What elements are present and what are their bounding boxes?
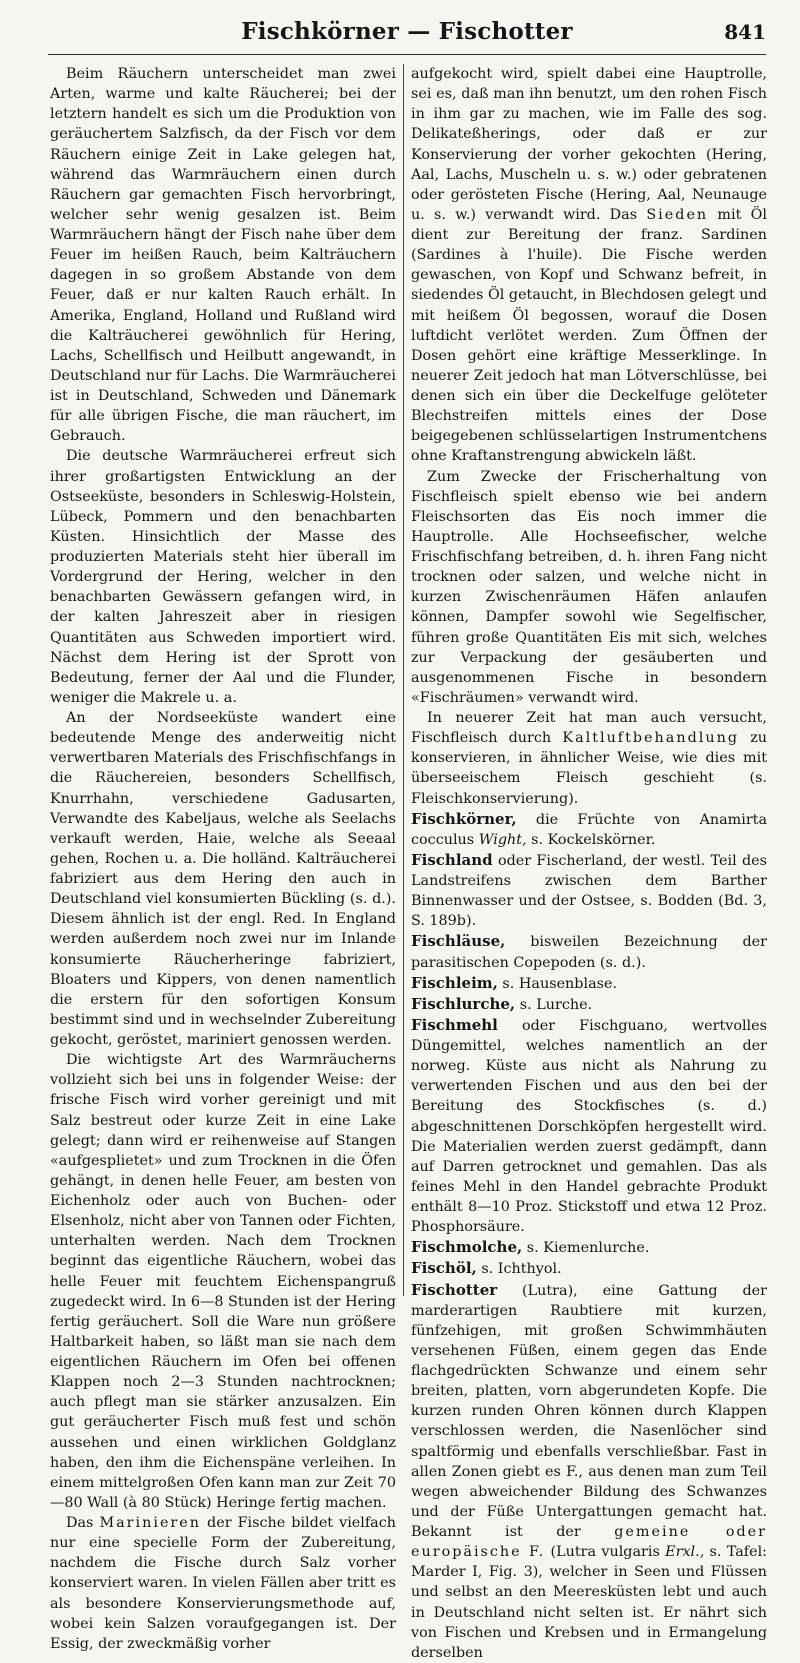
entry-fischkoerner	[411, 809, 767, 850]
entry-fischmolche	[411, 1237, 767, 1258]
italic-text: Wight,	[478, 831, 527, 848]
entry-text: s. Kiemenlurche.	[522, 1240, 650, 1257]
text-run: Das	[66, 1515, 100, 1531]
entry-text: (Lutra), eine Gattung der marderartigen Raubtiere mit kurzen, fünfzehigen, mit großen Schwimmhäuten versehenen Füßen, einem gegen das Ende flachgedrückten Schwanze und einem sehr breiten, platten, vorn abgerundeten Kopfe. Die kurzen runden Ohren können durch Klappen verschlossen werden, die Nasenlöcher sind spaltförmig und ebenfalls verschließbar. Fast in allen Zonen giebt es F., aus denen man zum Teil wegen abweichender Bildung des Schwanzes und der Füße Untergattungen gemacht hat. Bekannt ist der	[411, 1282, 767, 1540]
paragraph-continuation	[411, 64, 767, 467]
entry-fischoel	[411, 1258, 767, 1279]
entry-text: oder Fischguano, wertvolles Düngemittel, welches namentlich an der norweg. Küste aus nicht als Nahrung zu verwertenden Fischen und aus den bei der Bereitung des Stockfisches (s. d.) abgeschnittenen Dorschköpfen hergestellt wird. Die Materialien werden zuerst gedämpft, dann auf Darren getrocknet und gemahlen. Das als feines Mehl in den Handel gebrachte Produkt enthält 8—10 Proz. Stickstoff und etwa 12 Proz. Phosphorsäure.	[411, 1017, 767, 1236]
entry-text: s. Tafel: Marder I, Fig. 3), welcher in Seen und Flüssen und selbst an den Meeresküsten lebt und auch in Deutschland nicht selten ist. Er nährt sich von Fischen und Krebsen und in Ermangelung derselben	[411, 1544, 767, 1661]
page-number: 841	[724, 20, 766, 44]
entry-lemma: Fischmolche,	[411, 1238, 523, 1257]
entry-fischotter	[411, 1280, 767, 1663]
text-run: der Fische bildet vielfach nur eine specielle Form der Zubereitung, nachdem die Fische durch Salz vorher konserviert waren. In vielen Fällen aber tritt es als besondere Konservierungsmethode auf, wobei kein Salzen voraufgegangen ist. Der Essig, der zweckmäßig vorher	[50, 1515, 396, 1652]
text-run: In neuerer Zeit hat man auch versucht, Fischfleisch durch	[411, 710, 767, 747]
paragraph-warmraeuchern-method: Die wichtigste Art des Warmräucherns vollzieht sich bei uns in folgender Weise: der frische Fisch wird vorher gereinigt und mit Salz bestreut oder kurze Zeit in eine Lake gelegt; dann wird er reihenweise auf Stangen «aufgesplietet» und zum Trocknen in die Öfen gehängt, in denen helle Feuer, am besten von Eichenholz oder auch von Buchen- oder Elsenholz, nicht aber von Tannen oder Fichten, unterhalten werden. Nach dem Trocknen beginnt das eigentliche Räuchern, wobei das helle Feuer mit feuchtem Eichenspangruß zugedeckt wird. In 6—8 Stunden ist der Hering fertig geräuchert. Soll die Ware nun größere Haltbarkeit haben, so läßt man sie nach dem eigentlichen Räuchern im Ofen bei offenen Klappen noch 2—3 Stunden nachtrocknen; auch pflegt man sie stärker anzusalzen. Ein gut geräucherter Fisch muß fest und schön aussehen und einen wirklichen Goldglanz haben, den ihm die Eichenspäne verleihen. In einem mittelgroßen Ofen kann man zur Zeit 70—80 Wall (à 80 Stück) Heringe fertig machen.	[50, 1052, 396, 1511]
entry-fischland	[411, 850, 767, 932]
spaced-term: Kaltluftbehandlung	[562, 730, 740, 747]
paragraph-nordseekueste: An der Nordseeküste wandert eine bedeutende Menge des anderweitig nicht verwertbaren Materials des Frischfischfangs in die Räuchereien, besonders Schellfisch, Knurrhahn, verschiedene Gadusarten, Verwandte des Kabeljaus, welche als Seelachs verkauft werden, Haie, welche als Seeaal gehen, Rochen u. a. Die holländ. Kalträucherei fabriziert aus dem Hering den auch in Deutschland viel konsumierten Bückling (s. d.). Diesem ähnlich ist der engl. Red. In England werden außerdem noch zwei nur im Inlande konsumierte Räucherheringe fabriziert, Bloaters und Kippers, von denen namentlich die erstern für den sofortigen Konsum bestimmt sind und in wechselnder Zubereitung gekocht, geröstet, mariniert genossen werden.	[50, 710, 396, 1048]
text-run: mit Öl dient zur Bereitung der franz. Sardinen (Sardines à l'huile). Die Fische werden gewaschen, von Kopf und Schwanz befreit, in siedendes Öl getaucht, in Blechdosen gelegt und mit heißem Öl begossen, worauf die Dosen luftdicht verlötet werden. Zum Öffnen der Dosen gehört eine kräftige Messerklinge. In neuerer Zeit jedoch hat man Lötverschlüsse, bei denen sich ein über die Deckelfuge gelöteter Blechstreifen mittels eines der Dose beigegebenen schlüsselartigen Instrumentchens ohne Kraftanstrengung abwickeln läßt.	[411, 206, 767, 465]
entry-lemma: Fischläuse,	[411, 932, 506, 951]
entry-fischmehl	[411, 1015, 767, 1237]
spaced-term: Sieden	[646, 206, 709, 223]
italic-text: Erxl.,	[665, 1544, 705, 1561]
right-column	[411, 64, 767, 1661]
entry-text: (Lutra vulgaris	[545, 1544, 666, 1561]
entry-lemma: Fischland	[411, 850, 493, 869]
paragraph-marinieren	[50, 1513, 396, 1654]
entry-text: bisweilen Bezeichnung der parasitischen Copepoden (s. d.).	[411, 934, 767, 971]
entry-text: s. Hausenblase.	[497, 975, 618, 992]
running-head: Fischkörner — Fischotter	[241, 18, 573, 45]
text-run: zu konservieren, in ähnlicher Weise, wie dies mit überseeischem Fleisch geschieht (s. Fleischkonservierung).	[411, 730, 767, 807]
entry-lemma: Fischleim,	[411, 973, 498, 992]
entry-fischleim	[411, 973, 767, 994]
entry-text: s. Lurche.	[515, 996, 593, 1013]
paragraph-raeuchern: Beim Räuchern unterscheidet man zwei Arten, warme und kalte Räucherei; bei der letztern handelt es sich um die Produktion von geräuchertem Salzfisch, da der Fisch vor dem Räuchern einige Zeit in Lake gelegen hat, während das Warmräuchern einen durch Räuchern gar gemachten Fisch hervorbringt, welcher sehr wenig gesalzen ist. Beim Warmräuchern hängt der Fisch nahe über dem Feuer im heißen Rauch, beim Kalträuchern dagegen in so großem Abstande von dem Feuer, daß er nur kalten Rauch erhält. In Amerika, England, Holland und Rußland wird die Kalträucherei gewöhnlich für Hering, Lachs, Schellfisch und Heilbutt angewandt, in Deutschland nur für Lachs. Die Warmräucherei ist in Deutschland, Schweden und Dänemark für alle übrigen Fische, die man räuchert, im Gebrauch.	[50, 66, 396, 445]
entry-lemma: Fischkörner,	[411, 809, 517, 828]
paragraph-warmraeucherei: Die deutsche Warmräucherei erfreut sich ihrer großartigsten Entwicklung an der Ostseeküste, besonders in Schleswig-Holstein, Lübeck, Pommern und den benachbarten Küsten. Hinsichtlich der Masse des produzierten Materials steht hier überall im Vordergrund der Hering, welcher in den benachbarten Gewässern gefangen wird, in der kalten Jahreszeit aber in riesigen Quantitäten aus Schweden importiert wird. Nächst dem Hering ist der Sprott von Bedeutung, ferner der Aal und die Flunder, weniger die Makrele u. a.	[50, 448, 396, 706]
entry-fischlaeuse	[411, 931, 767, 972]
entry-text: s. Ichthyol.	[476, 1261, 562, 1278]
entry-lemma: Fischotter	[411, 1280, 498, 1299]
entry-text: oder Fischerland, der westl. Teil des Landstreifens zwischen dem Barther Binnenwasser und der Ostsee, s. Bodden (Bd. 3, S. 189b).	[411, 852, 767, 930]
entry-lemma: Fischmehl	[411, 1015, 498, 1034]
entry-text: s. Kockelskörner.	[526, 831, 656, 848]
paragraph-kaltluft	[411, 708, 767, 809]
spaced-term: gemeine oder europäische F.	[411, 1524, 767, 1561]
entry-lemma: Fischöl,	[411, 1259, 477, 1278]
spaced-term: Marinieren	[99, 1515, 202, 1531]
entry-lemma: Fischlurche,	[411, 994, 516, 1013]
column-divider	[403, 64, 404, 1296]
left-column	[50, 64, 396, 1652]
entry-fischlurche	[411, 994, 767, 1015]
text-run: aufgekocht wird, spielt dabei eine Hauptrolle, sei es, daß man ihn benutzt, um den rohen Fisch in ihm gar zu machen, wie im Falle des sog. Delikateßherings, oder daß er zur Konservierung der vorher gekochten (Hering, Aal, Lachs, Muscheln u. s. w.) oder gebratenen oder gerösteten Fische (Hering, Aal, Neunauge u. s. w.) verwandt wird. Das	[411, 66, 767, 223]
paragraph-frischerhaltung: Zum Zwecke der Frischerhaltung von Fischfleisch spielt ebenso wie bei andern Fleischsorten das Eis noch immer die Hauptrolle. Alle Hochseefischer, welche Frischfischfang betreiben, d. h. ihren Fang nicht trocknen oder salzen, und welche nicht in kurzen Zwischenräumen Häfen anlaufen können, Dampfer sowohl wie Segelfischer, führen große Quantitäten Eis mit sich, welches zur Verpackung der gesäuberten und ausgenommenen Fische in besondern «Fischräumen» verwandt wird.	[411, 468, 767, 706]
entry-text: die Früchte von Anamirta cocculus	[411, 811, 767, 848]
page-header	[48, 14, 766, 55]
